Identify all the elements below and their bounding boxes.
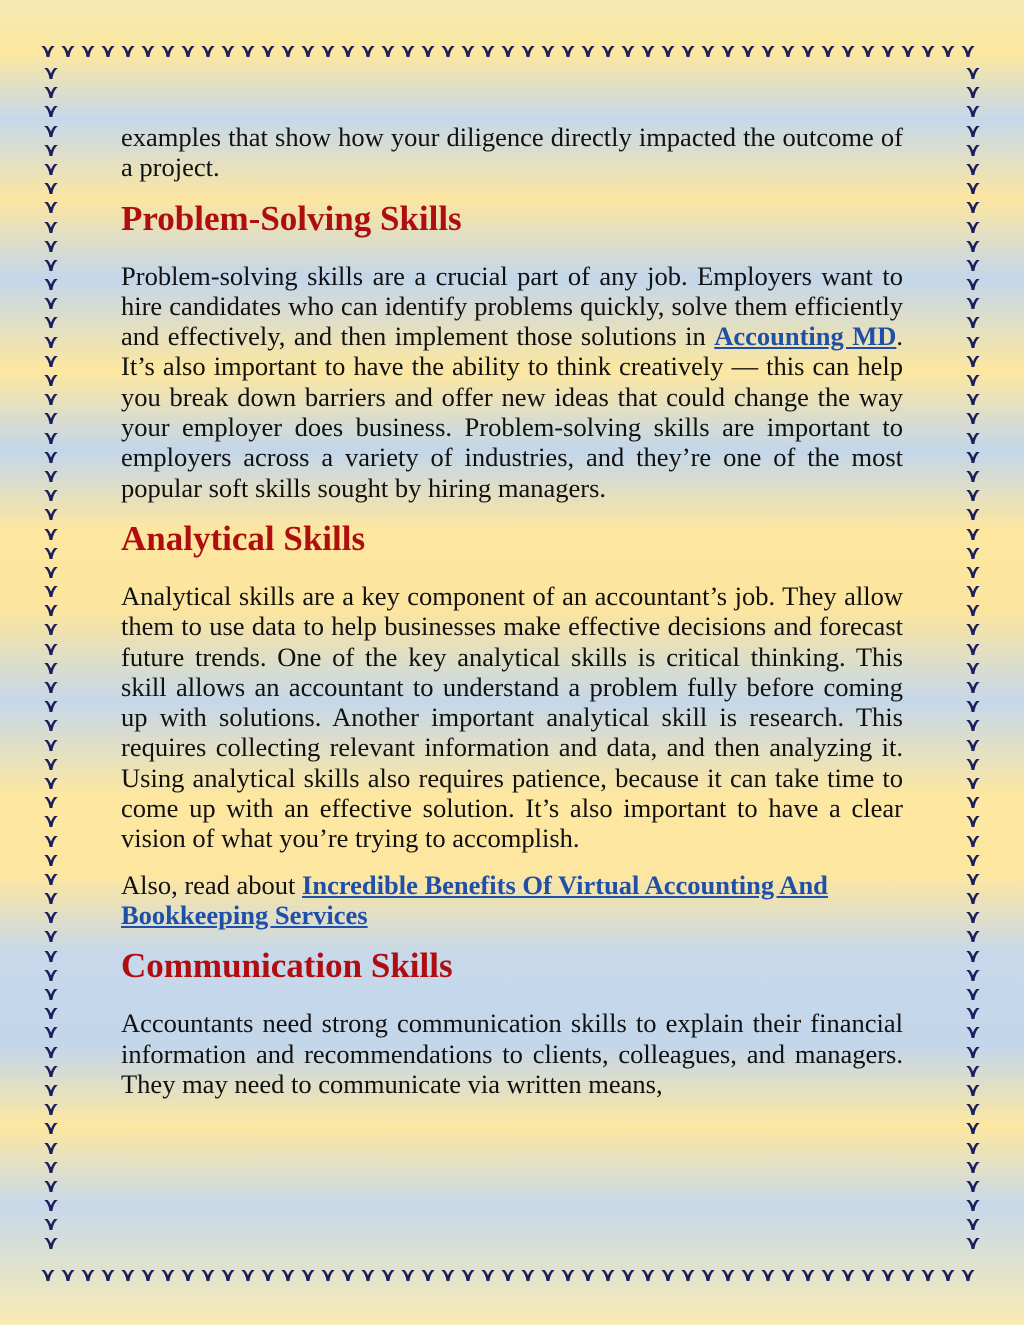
swallow-bird-icon: ⋎: [965, 484, 981, 507]
swallow-bird-icon: ⋎: [965, 752, 981, 775]
swallow-bird-icon: ⋎: [260, 1264, 276, 1286]
swallow-bird-icon: ⋎: [700, 40, 716, 62]
swallow-bird-icon: ⋎: [120, 1264, 136, 1286]
swallow-bird-icon: ⋎: [43, 464, 59, 487]
swallow-bird-icon: ⋎: [720, 1264, 736, 1286]
swallow-bird-icon: ⋎: [400, 40, 416, 62]
paragraph-problem-solving: [121, 261, 903, 503]
swallow-bird-icon: ⋎: [965, 445, 981, 468]
swallow-bird-icon: ⋎: [965, 1194, 981, 1217]
swallow-bird-icon: ⋎: [965, 599, 981, 622]
swallow-bird-icon: ⋎: [965, 810, 981, 833]
swallow-bird-icon: ⋎: [43, 887, 59, 910]
swallow-bird-icon: ⋎: [43, 752, 59, 775]
swallow-bird-icon: ⋎: [965, 388, 981, 411]
swallow-bird-icon: ⋎: [360, 40, 376, 62]
swallow-bird-icon: ⋎: [965, 1098, 981, 1121]
swallow-bird-icon: ⋎: [965, 369, 981, 391]
paragraph-text: Problem-solving skills are a crucial part of any job. Employers want to hire candidates who can identify problems quickly, solve them efficiently and effectively, and then implement those solutions in: [121, 260, 903, 352]
swallow-bird-icon: ⋎: [965, 157, 981, 180]
swallow-bird-icon: ⋎: [500, 40, 516, 62]
swallow-bird-icon: ⋎: [43, 177, 59, 200]
swallow-bird-icon: ⋎: [965, 656, 981, 679]
swallow-bird-icon: ⋎: [640, 1264, 656, 1286]
border-top: [38, 38, 986, 64]
swallow-bird-icon: ⋎: [43, 714, 59, 737]
swallow-bird-icon: ⋎: [43, 407, 59, 430]
swallow-bird-icon: ⋎: [900, 1264, 916, 1286]
swallow-bird-icon: ⋎: [43, 311, 59, 334]
swallow-bird-icon: ⋎: [965, 177, 981, 200]
swallow-bird-icon: ⋎: [460, 40, 476, 62]
swallow-bird-icon: ⋎: [340, 1264, 356, 1286]
swallow-bird-icon: ⋎: [43, 253, 59, 276]
swallow-bird-icon: ⋎: [43, 541, 59, 564]
swallow-bird-icon: ⋎: [60, 1264, 76, 1286]
swallow-bird-icon: ⋎: [43, 196, 59, 219]
swallow-bird-icon: ⋎: [43, 157, 59, 180]
swallow-bird-icon: ⋎: [43, 906, 59, 929]
swallow-bird-icon: ⋎: [820, 40, 836, 62]
swallow-bird-icon: ⋎: [965, 1002, 981, 1025]
swallow-bird-icon: ⋎: [965, 906, 981, 929]
swallow-bird-icon: ⋎: [965, 1232, 981, 1255]
swallow-bird-icon: ⋎: [200, 40, 216, 62]
swallow-bird-icon: ⋎: [43, 963, 59, 986]
swallow-bird-icon: ⋎: [965, 560, 981, 583]
swallow-bird-icon: ⋎: [280, 1264, 296, 1286]
swallow-bird-icon: ⋎: [43, 81, 59, 104]
swallow-bird-icon: ⋎: [43, 1232, 59, 1255]
swallow-bird-icon: ⋎: [965, 829, 981, 852]
swallow-bird-icon: ⋎: [240, 40, 256, 62]
swallow-bird-icon: ⋎: [520, 40, 536, 62]
swallow-bird-icon: ⋎: [940, 1264, 956, 1286]
swallow-bird-icon: ⋎: [620, 40, 636, 62]
swallow-bird-icon: ⋎: [965, 1021, 981, 1044]
swallow-bird-icon: ⋎: [43, 618, 59, 641]
swallow-bird-icon: ⋎: [43, 1040, 59, 1063]
swallow-bird-icon: ⋎: [43, 64, 59, 84]
swallow-bird-icon: ⋎: [43, 1117, 59, 1140]
swallow-bird-icon: ⋎: [320, 1264, 336, 1286]
swallow-bird-icon: ⋎: [43, 1194, 59, 1217]
swallow-bird-icon: ⋎: [780, 1264, 796, 1286]
swallow-bird-icon: ⋎: [965, 618, 981, 641]
swallow-bird-icon: ⋎: [43, 676, 59, 698]
swallow-bird-icon: ⋎: [80, 40, 96, 62]
swallow-bird-icon: ⋎: [965, 983, 981, 1005]
swallow-bird-icon: ⋎: [740, 40, 756, 62]
swallow-bird-icon: ⋎: [43, 599, 59, 622]
swallow-bird-icon: ⋎: [965, 1117, 981, 1140]
swallow-bird-icon: ⋎: [320, 40, 336, 62]
accounting-md-link[interactable]: Accounting MD: [714, 321, 897, 352]
swallow-bird-icon: ⋎: [965, 138, 981, 161]
swallow-bird-icon: ⋎: [420, 1264, 436, 1286]
swallow-bird-icon: ⋎: [80, 1264, 96, 1286]
swallow-bird-icon: ⋎: [160, 1264, 176, 1286]
swallow-bird-icon: ⋎: [965, 311, 981, 334]
swallow-bird-icon: ⋎: [965, 733, 981, 756]
swallow-bird-icon: ⋎: [760, 1264, 776, 1286]
swallow-bird-icon: ⋎: [43, 234, 59, 257]
swallow-bird-icon: ⋎: [965, 407, 981, 430]
swallow-bird-icon: ⋎: [520, 1264, 536, 1286]
swallow-bird-icon: ⋎: [965, 867, 981, 890]
swallow-bird-icon: ⋎: [760, 40, 776, 62]
swallow-bird-icon: ⋎: [43, 100, 59, 123]
swallow-bird-icon: ⋎: [40, 40, 56, 62]
swallow-bird-icon: ⋎: [43, 1002, 59, 1025]
swallow-bird-icon: ⋎: [965, 848, 981, 871]
swallow-bird-icon: ⋎: [43, 1059, 59, 1082]
swallow-bird-icon: ⋎: [620, 1264, 636, 1286]
swallow-bird-icon: ⋎: [580, 40, 596, 62]
border-bottom: [38, 1262, 986, 1288]
swallow-bird-icon: ⋎: [700, 1264, 716, 1286]
swallow-bird-icon: ⋎: [965, 541, 981, 564]
swallow-bird-icon: ⋎: [43, 637, 59, 660]
swallow-bird-icon: ⋎: [100, 40, 116, 62]
swallow-bird-icon: ⋎: [43, 119, 59, 142]
swallow-bird-icon: ⋎: [680, 40, 696, 62]
swallow-bird-icon: ⋎: [360, 1264, 376, 1286]
swallow-bird-icon: ⋎: [43, 925, 59, 948]
swallow-bird-icon: ⋎: [43, 1098, 59, 1121]
swallow-bird-icon: ⋎: [460, 1264, 476, 1286]
swallow-bird-icon: ⋎: [965, 580, 981, 603]
swallow-bird-icon: ⋎: [43, 791, 59, 814]
swallow-bird-icon: ⋎: [300, 1264, 316, 1286]
paragraph-text: . It’s also important to have the ability to think creatively — this can help you break down barriers and offer new ideas that could change the way your employer does business. Problem-solving skills are important to employers across a variety of industries, and they’re one of the most popular soft skills sought by hiring managers.: [121, 321, 903, 503]
swallow-bird-icon: ⋎: [300, 40, 316, 62]
swallow-bird-icon: ⋎: [965, 925, 981, 948]
swallow-bird-icon: ⋎: [560, 1264, 576, 1286]
swallow-bird-icon: ⋎: [43, 445, 59, 468]
swallow-bird-icon: ⋎: [43, 695, 59, 718]
swallow-bird-icon: ⋎: [580, 1264, 596, 1286]
paragraph-communication: Accountants need strong communication skills to explain their financial information and recommendations to clients, colleagues, and managers. They may need to communicate via written means,: [121, 1008, 903, 1099]
heading-analytical: Analytical Skills: [121, 518, 366, 558]
swallow-bird-icon: ⋎: [880, 1264, 896, 1286]
swallow-bird-icon: ⋎: [43, 273, 59, 296]
swallow-bird-icon: ⋎: [100, 1264, 116, 1286]
swallow-bird-icon: ⋎: [965, 791, 981, 814]
intro-paragraph: examples that show how your diligence directly impacted the outcome of a project.: [121, 122, 903, 183]
swallow-bird-icon: ⋎: [560, 40, 576, 62]
swallow-bird-icon: ⋎: [43, 733, 59, 756]
swallow-bird-icon: ⋎: [680, 1264, 696, 1286]
swallow-bird-icon: ⋎: [260, 40, 276, 62]
swallow-bird-icon: ⋎: [920, 40, 936, 62]
swallow-bird-icon: ⋎: [965, 1174, 981, 1197]
swallow-bird-icon: ⋎: [440, 1264, 456, 1286]
swallow-bird-icon: ⋎: [120, 40, 136, 62]
swallow-bird-icon: ⋎: [140, 1264, 156, 1286]
heading-problem-solving: Problem-Solving Skills: [121, 198, 462, 238]
read-also-prefix: Also, read about: [121, 869, 303, 900]
swallow-bird-icon: ⋎: [640, 40, 656, 62]
swallow-bird-icon: ⋎: [965, 119, 981, 142]
swallow-bird-icon: ⋎: [220, 1264, 236, 1286]
swallow-bird-icon: ⋎: [965, 963, 981, 986]
swallow-bird-icon: ⋎: [180, 1264, 196, 1286]
swallow-bird-icon: ⋎: [800, 40, 816, 62]
swallow-bird-icon: ⋎: [43, 771, 59, 794]
swallow-bird-icon: ⋎: [540, 1264, 556, 1286]
swallow-bird-icon: ⋎: [820, 1264, 836, 1286]
swallow-bird-icon: ⋎: [965, 714, 981, 737]
swallow-bird-icon: ⋎: [800, 1264, 816, 1286]
swallow-bird-icon: ⋎: [860, 1264, 876, 1286]
swallow-bird-icon: ⋎: [965, 637, 981, 660]
swallow-bird-icon: ⋎: [840, 1264, 856, 1286]
swallow-bird-icon: ⋎: [965, 503, 981, 526]
swallow-bird-icon: ⋎: [380, 1264, 396, 1286]
swallow-bird-icon: ⋎: [860, 40, 876, 62]
swallow-bird-icon: ⋎: [43, 656, 59, 679]
swallow-bird-icon: ⋎: [43, 944, 59, 967]
swallow-bird-icon: ⋎: [43, 292, 59, 315]
swallow-bird-icon: ⋎: [43, 560, 59, 583]
swallow-bird-icon: ⋎: [965, 1059, 981, 1082]
swallow-bird-icon: ⋎: [180, 40, 196, 62]
swallow-bird-icon: ⋎: [600, 40, 616, 62]
swallow-bird-icon: ⋎: [140, 40, 156, 62]
swallow-bird-icon: ⋎: [965, 944, 981, 967]
swallow-bird-icon: ⋎: [965, 196, 981, 219]
border-right: [960, 64, 986, 1262]
swallow-bird-icon: ⋎: [965, 1213, 981, 1236]
swallow-bird-icon: ⋎: [965, 522, 981, 545]
swallow-bird-icon: ⋎: [965, 273, 981, 296]
swallow-bird-icon: ⋎: [965, 349, 981, 372]
swallow-bird-icon: ⋎: [965, 464, 981, 487]
swallow-bird-icon: ⋎: [965, 1155, 981, 1178]
swallow-bird-icon: ⋎: [880, 40, 896, 62]
swallow-bird-icon: ⋎: [200, 1264, 216, 1286]
swallow-bird-icon: ⋎: [660, 1264, 676, 1286]
swallow-bird-icon: ⋎: [160, 40, 176, 62]
swallow-bird-icon: ⋎: [43, 829, 59, 852]
swallow-bird-icon: ⋎: [920, 1264, 936, 1286]
swallow-bird-icon: ⋎: [965, 1136, 981, 1159]
swallow-bird-icon: ⋎: [43, 1136, 59, 1159]
swallow-bird-icon: ⋎: [965, 215, 981, 238]
swallow-bird-icon: ⋎: [965, 1040, 981, 1063]
swallow-bird-icon: ⋎: [43, 848, 59, 871]
swallow-bird-icon: ⋎: [43, 810, 59, 833]
swallow-bird-icon: ⋎: [840, 40, 856, 62]
swallow-bird-icon: ⋎: [280, 40, 296, 62]
swallow-bird-icon: ⋎: [480, 40, 496, 62]
swallow-bird-icon: ⋎: [43, 1174, 59, 1197]
swallow-bird-icon: ⋎: [43, 1021, 59, 1044]
swallow-bird-icon: ⋎: [600, 1264, 616, 1286]
swallow-bird-icon: ⋎: [380, 40, 396, 62]
swallow-bird-icon: ⋎: [960, 1264, 976, 1286]
document-body: [121, 122, 903, 1099]
swallow-bird-icon: ⋎: [43, 215, 59, 238]
heading-communication: Communication Skills: [121, 946, 453, 986]
swallow-bird-icon: ⋎: [60, 40, 76, 62]
swallow-bird-icon: ⋎: [43, 867, 59, 890]
swallow-bird-icon: ⋎: [540, 40, 556, 62]
swallow-bird-icon: ⋎: [720, 40, 736, 62]
swallow-bird-icon: ⋎: [965, 253, 981, 276]
virtual-accounting-article-link[interactable]: Incredible Benefits Of Virtual Accounting And Bookkeeping Services: [121, 869, 828, 930]
swallow-bird-icon: ⋎: [43, 138, 59, 161]
swallow-bird-icon: ⋎: [965, 771, 981, 794]
swallow-bird-icon: ⋎: [43, 1213, 59, 1236]
swallow-bird-icon: ⋎: [43, 503, 59, 526]
swallow-bird-icon: ⋎: [965, 676, 981, 698]
swallow-bird-icon: ⋎: [420, 40, 436, 62]
swallow-bird-icon: ⋎: [965, 64, 981, 84]
swallow-bird-icon: ⋎: [440, 40, 456, 62]
swallow-bird-icon: ⋎: [43, 484, 59, 507]
swallow-bird-icon: ⋎: [940, 40, 956, 62]
swallow-bird-icon: ⋎: [220, 40, 236, 62]
swallow-bird-icon: ⋎: [965, 292, 981, 315]
swallow-bird-icon: ⋎: [965, 887, 981, 910]
border-left: [38, 64, 64, 1262]
swallow-bird-icon: ⋎: [240, 1264, 256, 1286]
swallow-bird-icon: ⋎: [43, 983, 59, 1005]
swallow-bird-icon: ⋎: [43, 426, 59, 449]
swallow-bird-icon: ⋎: [43, 330, 59, 353]
swallow-bird-icon: ⋎: [780, 40, 796, 62]
swallow-bird-icon: ⋎: [43, 522, 59, 545]
swallow-bird-icon: ⋎: [660, 40, 676, 62]
swallow-bird-icon: ⋎: [43, 369, 59, 391]
read-also-paragraph: [121, 870, 903, 931]
swallow-bird-icon: ⋎: [340, 40, 356, 62]
swallow-bird-icon: ⋎: [965, 695, 981, 718]
swallow-bird-icon: ⋎: [43, 1155, 59, 1178]
paragraph-analytical: Analytical skills are a key component of an accountant’s job. They allow them to use data to help businesses make effective decisions and forecast future trends. One of the key analytical skills is critical thinking. This skill allows an accountant to understand a problem fully before coming up with solutions. Another important analytical skill is research. This requires collecting relevant information and data, and then analyzing it. Using analytical skills also requires patience, because it can take time to come up with an effective solution. It’s also important to have a clear vision of what you’re trying to accomplish.: [121, 580, 903, 854]
swallow-bird-icon: ⋎: [40, 1264, 56, 1286]
swallow-bird-icon: ⋎: [43, 1078, 59, 1101]
swallow-bird-icon: ⋎: [965, 330, 981, 353]
swallow-bird-icon: ⋎: [900, 40, 916, 62]
swallow-bird-icon: ⋎: [400, 1264, 416, 1286]
swallow-bird-icon: ⋎: [43, 580, 59, 603]
swallow-bird-icon: ⋎: [480, 1264, 496, 1286]
swallow-bird-icon: ⋎: [965, 100, 981, 123]
swallow-bird-icon: ⋎: [740, 1264, 756, 1286]
swallow-bird-icon: ⋎: [500, 1264, 516, 1286]
swallow-bird-icon: ⋎: [43, 388, 59, 411]
swallow-bird-icon: ⋎: [965, 234, 981, 257]
swallow-bird-icon: ⋎: [960, 40, 976, 62]
swallow-bird-icon: ⋎: [43, 349, 59, 372]
swallow-bird-icon: ⋎: [965, 1078, 981, 1101]
swallow-bird-icon: ⋎: [965, 81, 981, 104]
swallow-bird-icon: ⋎: [965, 426, 981, 449]
